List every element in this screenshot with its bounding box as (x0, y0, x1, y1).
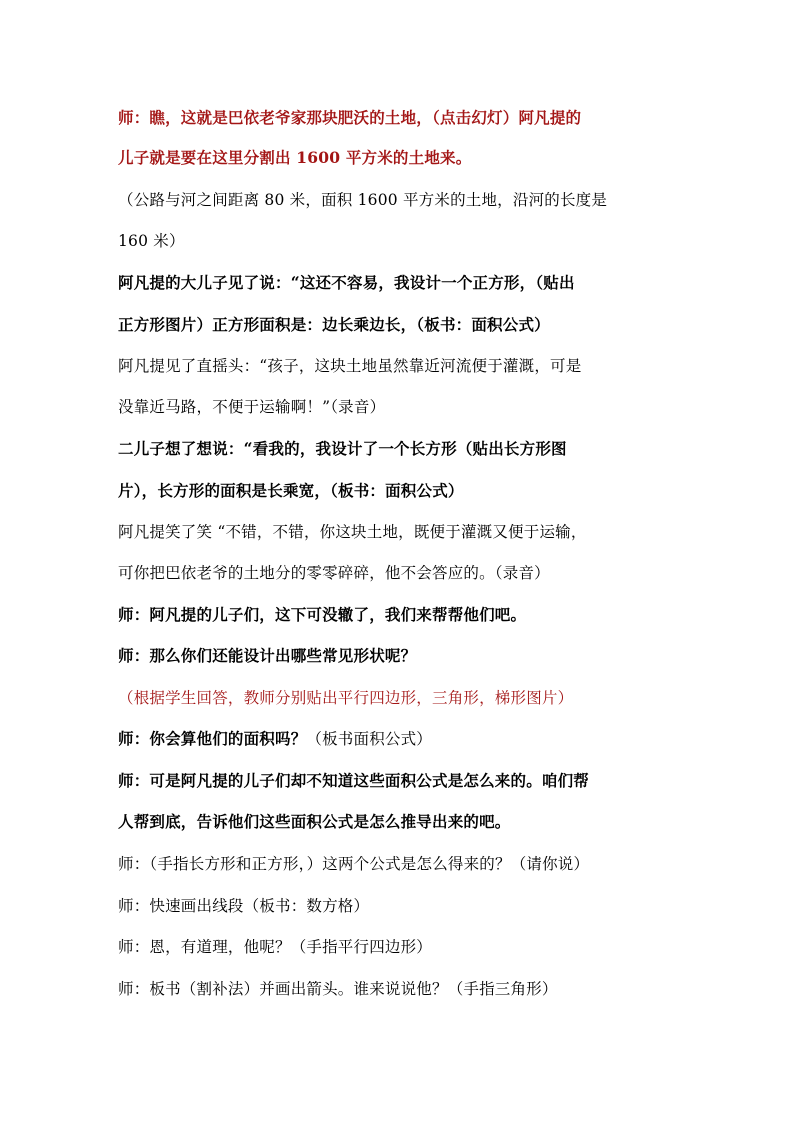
paragraph-line: 师：那么你们还能设计出哪些常见形状呢？ (118, 646, 417, 665)
paragraph-line: 人帮到底，告诉他们这些面积公式是怎么推导出来的吧。 (118, 812, 511, 831)
paragraph-line (118, 727, 688, 751)
paragraph-line: 师：快速画出线段（板书：数方格） (118, 897, 370, 915)
paragraph-line: 160 米） (118, 232, 185, 250)
speaker-label: 师 (118, 771, 134, 790)
paragraph-line: 师：板书（割补法）并画出箭头。谁来说说他？（手指三角形） (118, 980, 558, 998)
paragraph-line: 可你把巴依老爷的土地分的零零碎碎，他不会答应的。（录音） (118, 564, 550, 582)
paragraph-line: 阿凡提的大儿子见了说：“这还不容易，我设计一个正方形，（贴出 (118, 273, 575, 292)
paragraph-line: 没靠近马路，不便于运输啊！”（录音） (118, 398, 386, 416)
paragraph-line: 师：恩，有道理，他呢？（手指平行四边形） (118, 938, 433, 956)
paragraph-line: （根据学生回答，教师分别贴出平行四边形，三角形，梯形图片） (118, 689, 574, 707)
paragraph-line: （公路与河之间距离 80 米，面积 1600 平方米的土地，沿河的长度是 (118, 191, 608, 209)
note-text: （板书面积公式） (306, 730, 433, 748)
line-text: ：可是阿凡提的儿子们却不知道这些面积公式是怎么来的。咱们帮 (133, 771, 590, 790)
paragraph-line: 阿凡提见了直摇头：“孩子，这块土地虽然靠近河流便于灌溉，可是 (118, 357, 582, 375)
paragraph-line: 阿凡提笑了笑 “不错，不错，你这块土地，既便于灌溉又便于运输， (118, 523, 587, 541)
paragraph-line: 师：（手指长方形和正方形，）这两个公式是怎么得来的？（请你说） (118, 855, 590, 873)
paragraph-line: 正方形图片）正方形面积是：边长乘边长，（板书：面积公式） (118, 315, 550, 334)
paragraph-line: 师：瞧，这就是巴依老爷家那块肥沃的土地，（点击幻灯）阿凡提的 (118, 108, 582, 127)
paragraph-line: 片），长方形的面积是长乘宽，（板书：面积公式） (118, 481, 464, 500)
paragraph-line: 儿子就是要在这里分割出 1600 平方米的土地来。 (118, 148, 472, 167)
paragraph-line: 师：阿凡提的儿子们，这下可没辙了，我们来帮帮他们吧。 (118, 605, 527, 624)
speaker-text: 师：你会算他们的面积吗？ (118, 729, 307, 748)
paragraph-line (118, 769, 688, 793)
paragraph-line: 二儿子想了想说：“看我的，我设计了一个长方形（贴出长方形图 (118, 439, 567, 458)
